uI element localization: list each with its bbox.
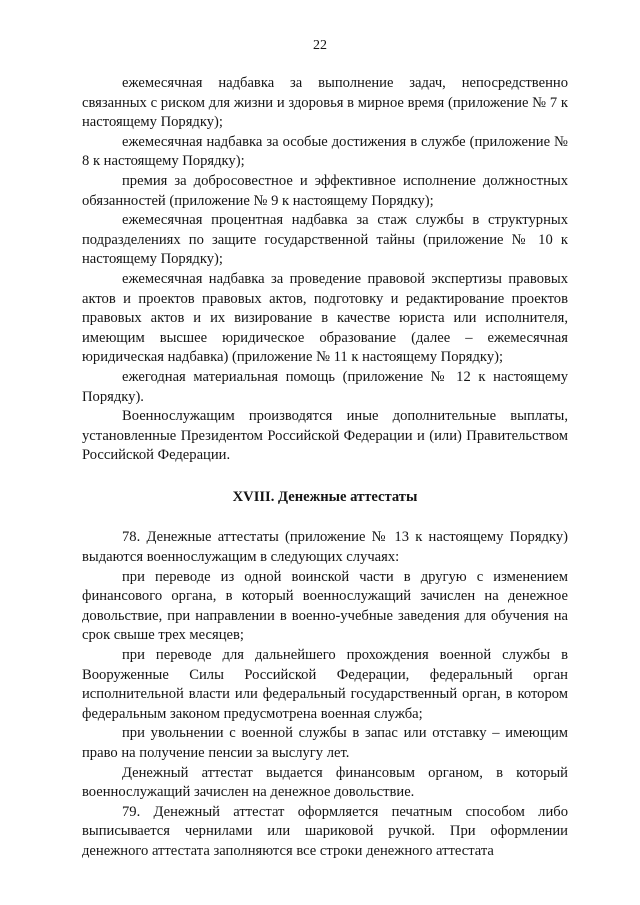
paragraph: при увольнении с военной службы в запас или отставку – имеющим право на получение пенсии за выслугу лет. — [82, 725, 568, 761]
document-body — [82, 74, 568, 862]
paragraph: ежемесячная надбавка за выполнение задач, непосредственно связанных с риском для жизни и здоровья в мирное время (приложение № 7 к настоящему Порядку); — [82, 75, 568, 131]
paragraph: Военнослужащим производятся иные дополнительные выплаты, установленные Президентом Российской Федерации и (или) Правительством Российской Федерации. — [82, 408, 568, 464]
paragraph: ежемесячная надбавка за особые достижения в службе (приложение № 8 к настоящему Порядку); — [82, 133, 568, 170]
paragraph: ежемесячная процентная надбавка за стаж службы в структурных подразделениях по защите государственной тайны (приложение № 10 к настоящему Порядку); — [82, 212, 568, 268]
paragraph: 78. Денежные аттестаты (приложение № 13 к настоящему Порядку) выдаются военнослужащим в следующих случаях: — [82, 529, 568, 566]
paragraph: при переводе из одной воинской части в другую с изменением финансового органа, в который военнослужащий зачислен на денежное довольствие, при направлении в военно-учебные заведения для обучения на срок свыше трех месяцев; — [82, 568, 568, 644]
paragraph: ежегодная материальная помощь (приложение № 12 к настоящему Порядку). — [82, 368, 568, 405]
paragraph: при переводе для дальнейшего прохождения военной службы в Вооруженные Силы Российской Федерации, федеральный орган исполнительной власти или федеральный государственный орган, в котором федеральным законом предусмотрена военная служба; — [82, 647, 568, 722]
section-title: XVIII. Денежные аттестаты — [232, 488, 418, 505]
page-number: 22 — [313, 38, 327, 53]
paragraph: премия за добросовестное и эффективное исполнение должностных обязанностей (приложение № 9 к настоящему Порядку); — [82, 172, 568, 209]
paragraph: 79. Денежный аттестат оформляется печатным способом либо выписывается чернилами или шариковой ручкой. При оформлении денежного аттестата заполняются все строки денежного аттестата — [82, 803, 568, 859]
paragraph: ежемесячная надбавка за проведение правовой экспертизы правовых актов и проектов правовых актов, подготовку и редактирование проектов правовых актов и их визирование в качестве юриста или исполнителя, имеющим высшее юридическое образование (далее – ежемесячная юридическая надбавка) (приложение № 11 к настоящему Порядку); — [82, 270, 568, 366]
paragraph: Денежный аттестат выдается финансовым органом, в который военнослужащий зачислен на денежное довольствие. — [82, 764, 568, 801]
